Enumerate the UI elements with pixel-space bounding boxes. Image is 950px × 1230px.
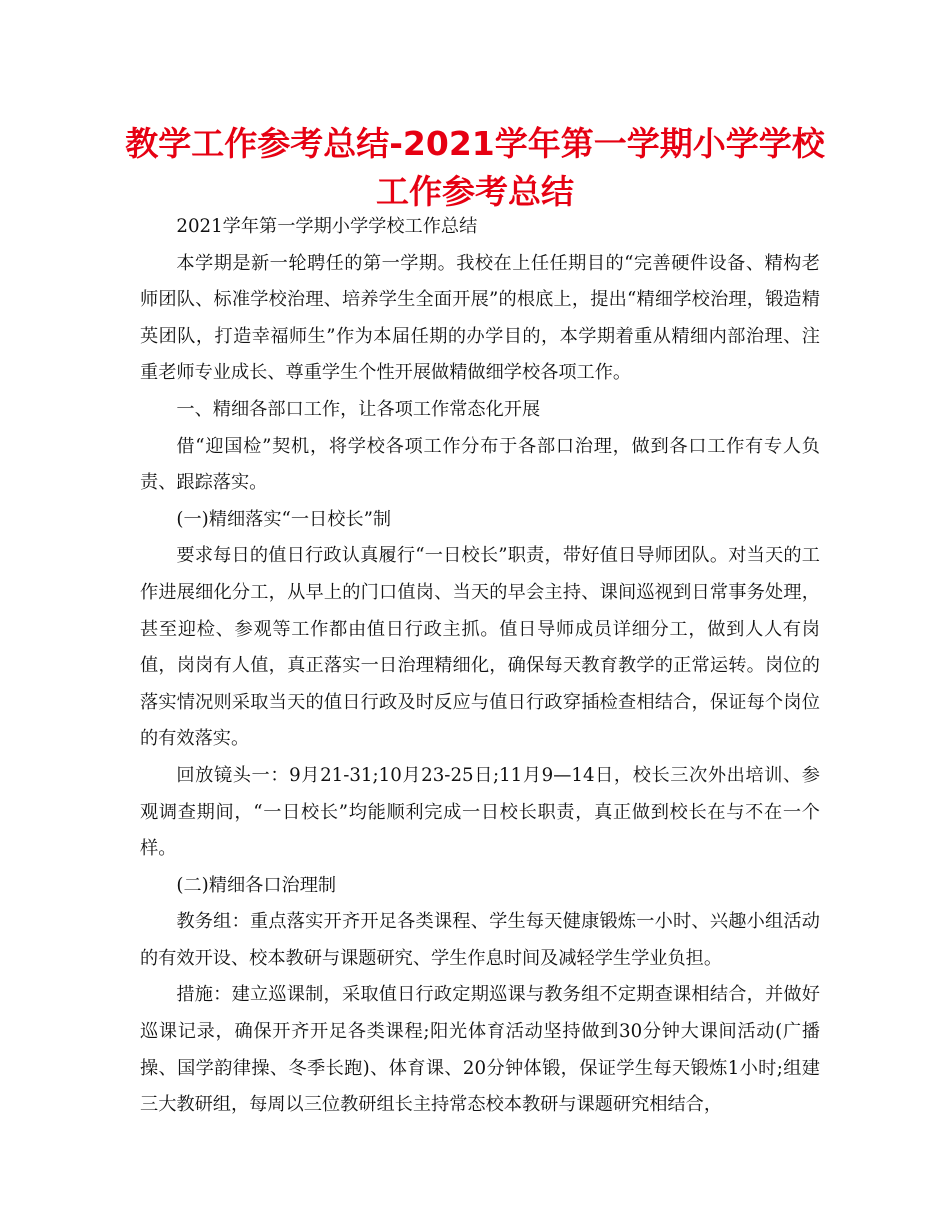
body-paragraph: 教务组：重点落实开齐开足各类课程、学生每天健康锻炼一小时、兴趣小组活动的有效开设、校本教研与课题研究、学生作息时间及减轻学生学业负担。 [140, 911, 820, 969]
document-body [140, 209, 820, 1124]
subtitle-paragraph: 2021学年第一学期小学学校工作总结 [176, 216, 478, 237]
body-paragraph: 本学期是新一轮聘任的第一学期。我校在上任任期目的“完善硬件设备、精构老师团队、标准学校治理、培养学生全面开展”的根底上，提出“精细学校治理，锻造精英团队，打造幸福师生”作为本届任期的办学目的，本学期着重从精细内部治理、注重老师专业成长、尊重学生个性开展做精做细学校各项工作。 [140, 252, 820, 384]
body-paragraph: 要求每日的值日行政认真履行“一日校长”职责，带好值日导师团队。对当天的工作进展细化分工，从早上的门口值岗、当天的早会主持、课间巡视到日常事务处理，甚至迎检、参观等工作都由值日行政主抓。值日导师成员详细分工，做到人人有岗值，岗岗有人值，真正落实一日治理精细化，确保每天教育教学的正常运转。岗位的落实情况则采取当天的值日行政及时反应与值日行政穿插检查相结合，保证每个岗位的有效落实。 [140, 545, 820, 750]
section-heading: 一、精细各部口工作，让各项工作常态化开展 [176, 398, 541, 420]
body-paragraph: 措施：建立巡课制，采取值日行政定期巡课与教务组不定期查课相结合，并做好巡课记录，确保开齐开足各类课程;阳光体育活动坚持做到30分钟大课间活动(广播操、国学韵律操、冬季长跑)、体育课、20分钟体锻，保证学生每天锻炼1小时;组建三大教研组，每周以三位教研组长主持常态校本教研与课题研究相结合， [140, 984, 820, 1116]
subsection-heading: (一)精细落实“一日校长”制 [176, 508, 392, 530]
document-title-line-1: 教学工作参考总结-2021学年第一学期小学学校 [125, 124, 825, 163]
document-title-line-2: 工作参考总结 [376, 172, 574, 211]
body-paragraph: 借“迎国检”契机，将学校各项工作分布于各部口治理，做到各口工作有专人负责、跟踪落实。 [140, 435, 820, 494]
body-paragraph: 回放镜头一：9月21-31;10月23-25日;11月9—14日，校长三次外出培训、参观调查期间，“一日校长”均能顺利完成一日校长职责，真正做到校长在与不在一个样。 [140, 764, 820, 860]
subsection-heading: (二)精细各口治理制 [176, 874, 337, 896]
